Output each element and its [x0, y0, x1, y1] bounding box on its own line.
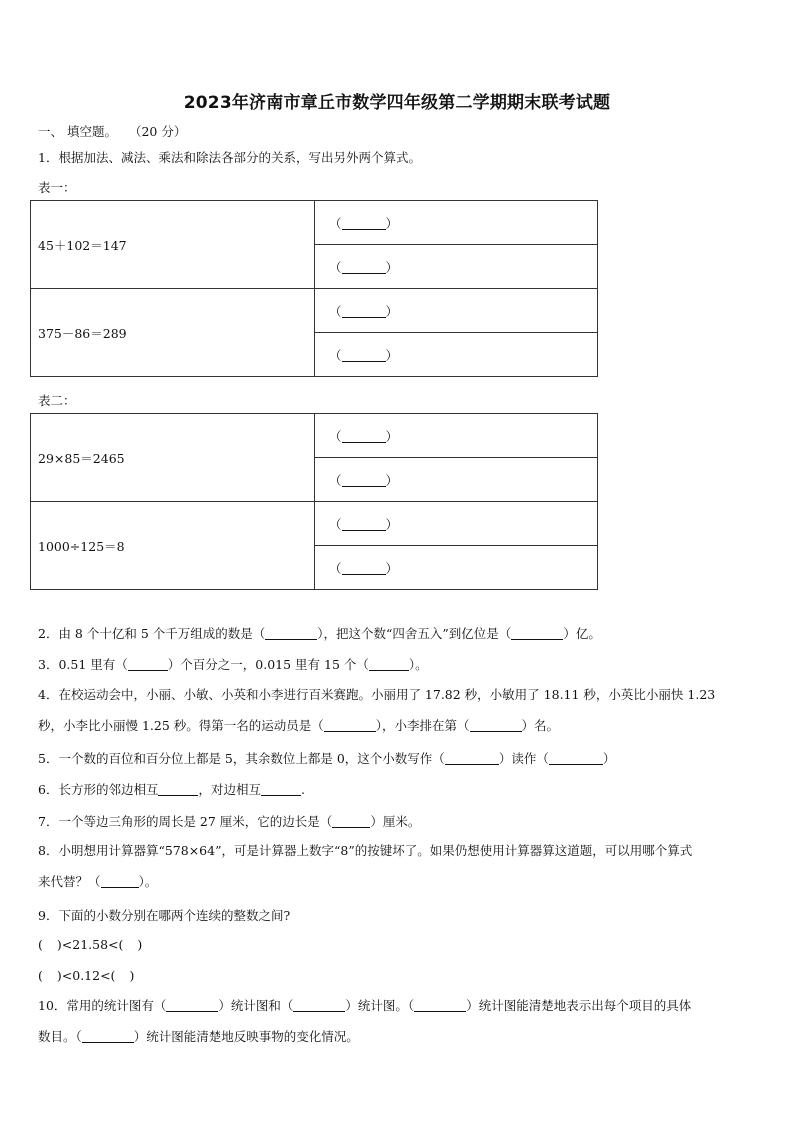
equation-cell: 29×85＝2465: [31, 414, 315, 502]
answer-blank[interactable]: [511, 627, 563, 640]
question-5: 5．一个数的百位和百分位上都是 5，其余数位上都是 0，这个小数写作（ ）读作（ ）: [38, 751, 616, 766]
table1-label: 表一：: [38, 180, 76, 195]
answer-cell[interactable]: （ ）: [315, 502, 598, 546]
answer-blank[interactable]: [293, 999, 345, 1012]
section-heading: [38, 122, 186, 140]
table-1: [30, 200, 598, 377]
answer-cell[interactable]: （ ）: [315, 289, 598, 333]
table-row: [31, 414, 598, 458]
answer-blank[interactable]: [128, 658, 168, 671]
answer-cell[interactable]: （ ）: [315, 333, 598, 377]
question-10: 10．常用的统计图有（ ）统计图和（ ）统计图。（ ）统计图能清楚地表示出每个项目的具体 数目。（ ）统计图能清楚地反映事物的变化情况。: [38, 998, 692, 1044]
question-6: 6．长方形的邻边相互 ，对边相互 .: [38, 782, 305, 797]
answer-cell[interactable]: （ ）: [315, 201, 598, 245]
answer-blank[interactable]: [332, 815, 370, 828]
answer-cell[interactable]: （ ）: [315, 245, 598, 289]
table-row: [31, 201, 598, 245]
answer-blank[interactable]: [470, 719, 522, 732]
answer-cell[interactable]: （ ）: [315, 414, 598, 458]
answer-blank[interactable]: [82, 1030, 134, 1043]
answer-blank[interactable]: [369, 658, 409, 671]
answer-blank[interactable]: [101, 875, 139, 888]
answer-blank[interactable]: [166, 999, 218, 1012]
question-9: 9．下面的小数分别在哪两个连续的整数之间?: [38, 908, 291, 923]
table-row: [31, 502, 598, 546]
page-title: 2023年济南市章丘市数学四年级第二学期期末联考试题: [183, 93, 611, 113]
question-8: 8．小明想用计算器算“578×64”，可是计算器上数字“8”的按键坏了。如果仍想使用计算器算这道题，可以用哪个算式 来代替？（ ）。: [38, 843, 693, 889]
section-title: 一、 填空题。: [38, 124, 117, 139]
answer-blank[interactable]: [265, 627, 317, 640]
question-3: 3．0.51 里有（ ）个百分之一，0.015 里有 15 个（ ）。: [38, 657, 428, 672]
answer-blank[interactable]: [324, 719, 376, 732]
answer-blank[interactable]: [445, 752, 499, 765]
question-9-row-2: ( )<0.12<( ): [38, 968, 135, 983]
equation-cell: 375－86＝289: [31, 289, 315, 377]
question-4: 4．在校运动会中，小丽、小敏、小英和小李进行百米赛跑。小丽用了 17.82 秒，小敏用了 18.11 秒，小英比小丽快 1.23 秒，小李比小丽慢 1.25 秒。得第一名的运动员是（ ），小李排在第（ ）名。: [38, 687, 716, 733]
question-1: 1．根据加法、减法、乘法和除法各部分的关系，写出另外两个算式。: [38, 150, 421, 165]
section-points: （20 分）: [128, 124, 187, 139]
answer-cell[interactable]: （ ）: [315, 458, 598, 502]
answer-blank[interactable]: [549, 752, 603, 765]
table-row: [31, 289, 598, 333]
table2-label: 表二：: [38, 393, 76, 408]
answer-blank[interactable]: [261, 783, 301, 796]
table-2: [30, 413, 598, 590]
answer-cell[interactable]: （ ）: [315, 546, 598, 590]
equation-cell: 1000÷125＝8: [31, 502, 315, 590]
answer-blank[interactable]: [414, 999, 466, 1012]
answer-blank[interactable]: [158, 783, 198, 796]
question-2: 2．由 8 个十亿和 5 个千万组成的数是（ ），把这个数“四舍五入”到亿位是（ ）亿。: [38, 626, 601, 641]
equation-cell: 45＋102＝147: [31, 201, 315, 289]
question-9-row-1: ( )<21.58<( ): [38, 937, 143, 952]
question-7: 7．一个等边三角形的周长是 27 厘米，它的边长是（ ）厘米。: [38, 814, 421, 829]
